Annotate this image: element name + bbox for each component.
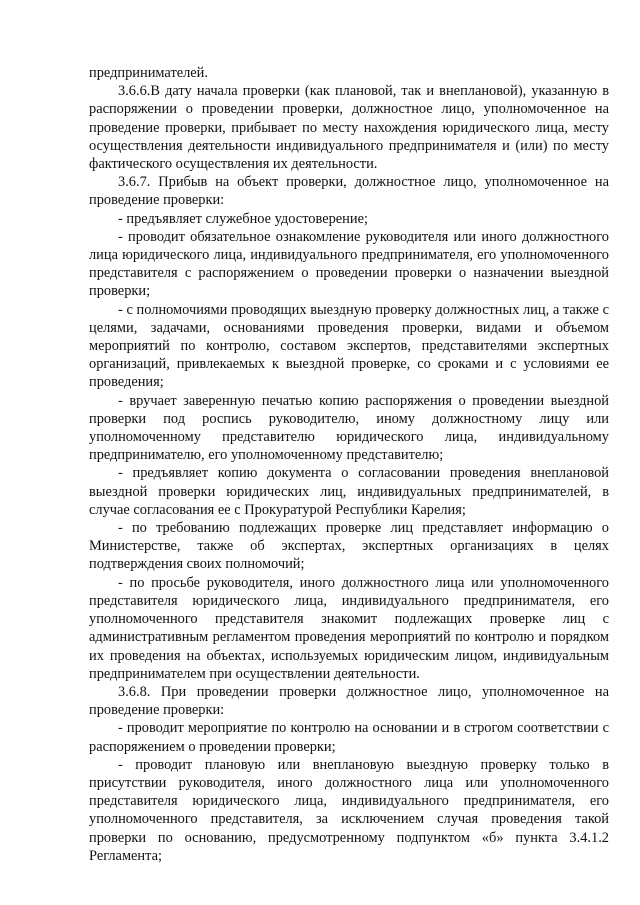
list-item-control-measure: - проводит мероприятие по контролю на основании и в строгом соответствии с распоряжением о проведении проверки;: [89, 720, 609, 755]
document-page: [89, 64, 609, 865]
list-item-authority: - с полномочиями проводящих выездную проверку должностных лиц, а также с целями, задачами, основаниями проведения проверки, видами и объемом мероприятий по контролю, составом экспертов, представителями экспертных организаций, привлекаемых к выездной проверке, со сроками и с условиями ее проведения;: [89, 301, 609, 391]
list-item-order-copy: - вручает заверенную печатью копию распоряжения о проведении выездной проверки под роспись руководителю, иному должностному лицу или уполномоченному представителю юридического лица, индивидуальному предпринимателю, его уполномоченному представителю;: [89, 392, 609, 464]
paragraph-3-6-6: 3.6.6.В дату начала проверки (как плановой, так и внеплановой), указанную в распоряжении о проведении проверки, должностное лицо, уполномоченное на проведение проверки, прибывает по месту нахождения юридического лица, месту осуществления деятельности индивидуального предпринимателя и (или) по месту фактического осуществления их деятельности.: [89, 83, 609, 173]
list-item-approval-copy: - предъявляет копию документа о согласовании проведения внеплановой выездной проверки юридических лиц, индивидуальных предпринимателей, в случае согласования ее с Прокуратурой Республики Карелия;: [89, 465, 609, 518]
list-item-acquaintance: - проводит обязательное ознакомление руководителя или иного должностного лица юридического лица, индивидуального предпринимателя, его уполномоченного представителя с распоряжением о проведении проверки о назначении выездной проверки;: [89, 228, 609, 300]
list-item-presence: - проводит плановую или внеплановую выездную проверку только в присутствии руководителя, иного должностного лица или уполномоченного представителя юридического лица, индивидуального предпринимателя, его уполномоченного представителя, за исключением случая проведения такой проверки по основанию, предусмотренному подпунктом «б» пункта 3.4.1.2 Регламента;: [89, 756, 609, 864]
paragraph-3-6-7: 3.6.7. Прибыв на объект проверки, должностное лицо, уполномоченное на проведение проверки:: [89, 174, 609, 209]
paragraph-continuation: предпринимателей.: [89, 65, 208, 81]
list-item-regulation: - по просьбе руководителя, иного должностного лица или уполномоченного представителя юридического лица, индивидуального предпринимателя, его уполномоченного представителя знакомит подлежащих проверке лиц с административным регламентом проведения мероприятий по контролю и порядком их проведения на объектах, используемых юридическим лицом, индивидуальным предпринимателем при осуществлении деятельности.: [89, 574, 609, 682]
list-item-certificate: - предъявляет служебное удостоверение;: [118, 210, 368, 227]
paragraph-3-6-8: 3.6.8. При проведении проверки должностное лицо, уполномоченное на проведение проверки:: [89, 683, 609, 719]
list-item-information: - по требованию подлежащих проверке лиц представляет информацию о Министерстве, также об экспертах, экспертных организациях в целях подтверждения своих полномочий;: [89, 520, 609, 573]
